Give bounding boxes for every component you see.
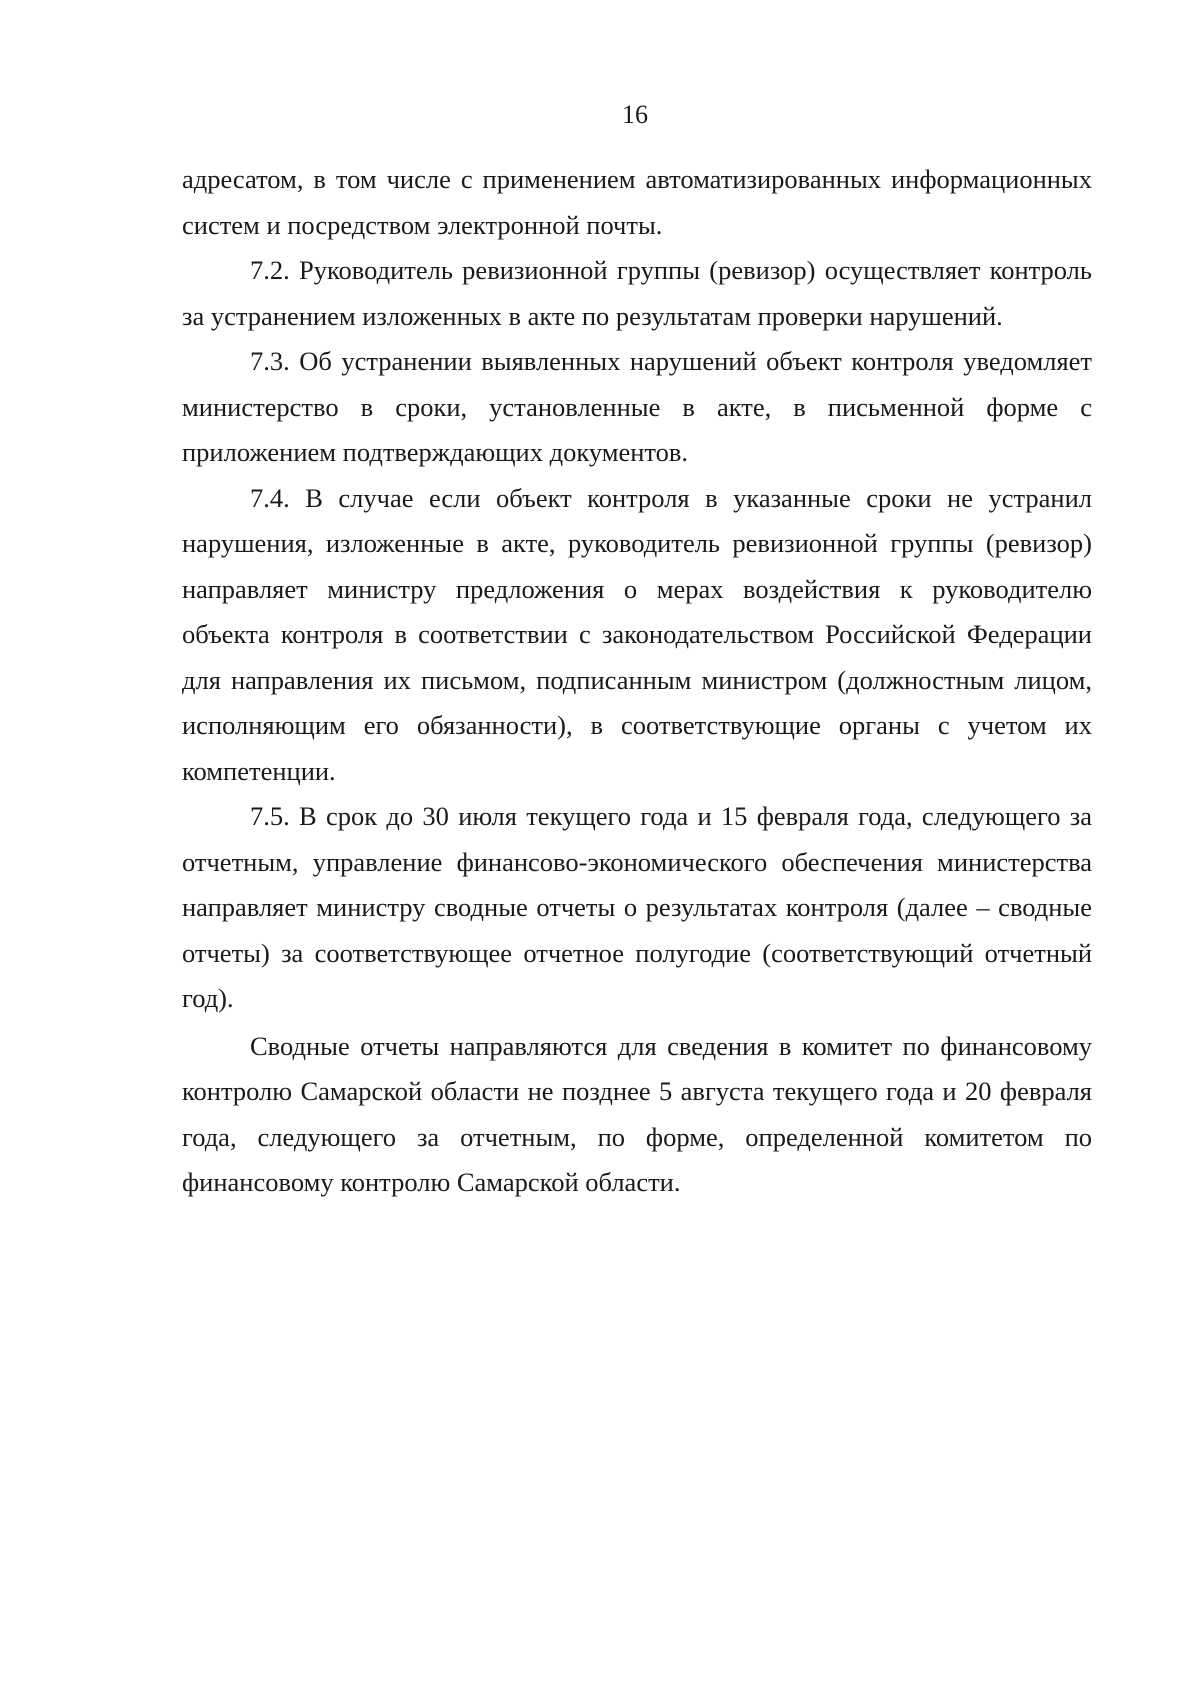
paragraph-7-2: 7.2. Руководитель ревизионной группы (ревизор) осуществляет контроль за устранением изложенных в акте по результатам проверки нарушений. [182, 255, 1092, 331]
page-number: 16 [622, 100, 648, 129]
paragraph-continuation: адресатом, в том числе с применением автоматизированных информационных систем и посредством электронной почты. [182, 164, 1092, 240]
paragraph-7-4: 7.4. В случае если объект контроля в указанные сроки не устранил нарушения, изложенные в акте, руководитель ревизионной группы (ревизор) направляет министру предложения о мерах воздействия к руководителю объекта контроля в соответствии с законодательством Российской Федерации для направления их письмом, подписанным министром (должностным лицом, исполняющим его обязанности), в соответствующие органы с учетом их компетенции. [182, 482, 1092, 786]
paragraph-7-5: 7.5. В срок до 30 июля текущего года и 15 февраля года, следующего за отчетным, управление финансово-экономического обеспечения министерства направляет министру сводные отчеты о результатах контроля (далее – сводные отчеты) за соответствующее отчетное полугодие (соответствующий отчетный год). [182, 801, 1092, 1013]
paragraph-7-3: 7.3. Об устранении выявленных нарушений объект контроля уведомляет министерство в сроки, установленные в акте, в письменной форме с приложением подтверждающих документов. [182, 346, 1092, 467]
document-body [182, 157, 1092, 1206]
paragraph-7-5-reports: Сводные отчеты направляются для сведения в комитет по финансовому контролю Самарской области не позднее 5 августа текущего года и 20 февраля года, следующего за отчетным, по форме, определенной комитетом по финансовому контролю Самарской области. [182, 1030, 1092, 1197]
